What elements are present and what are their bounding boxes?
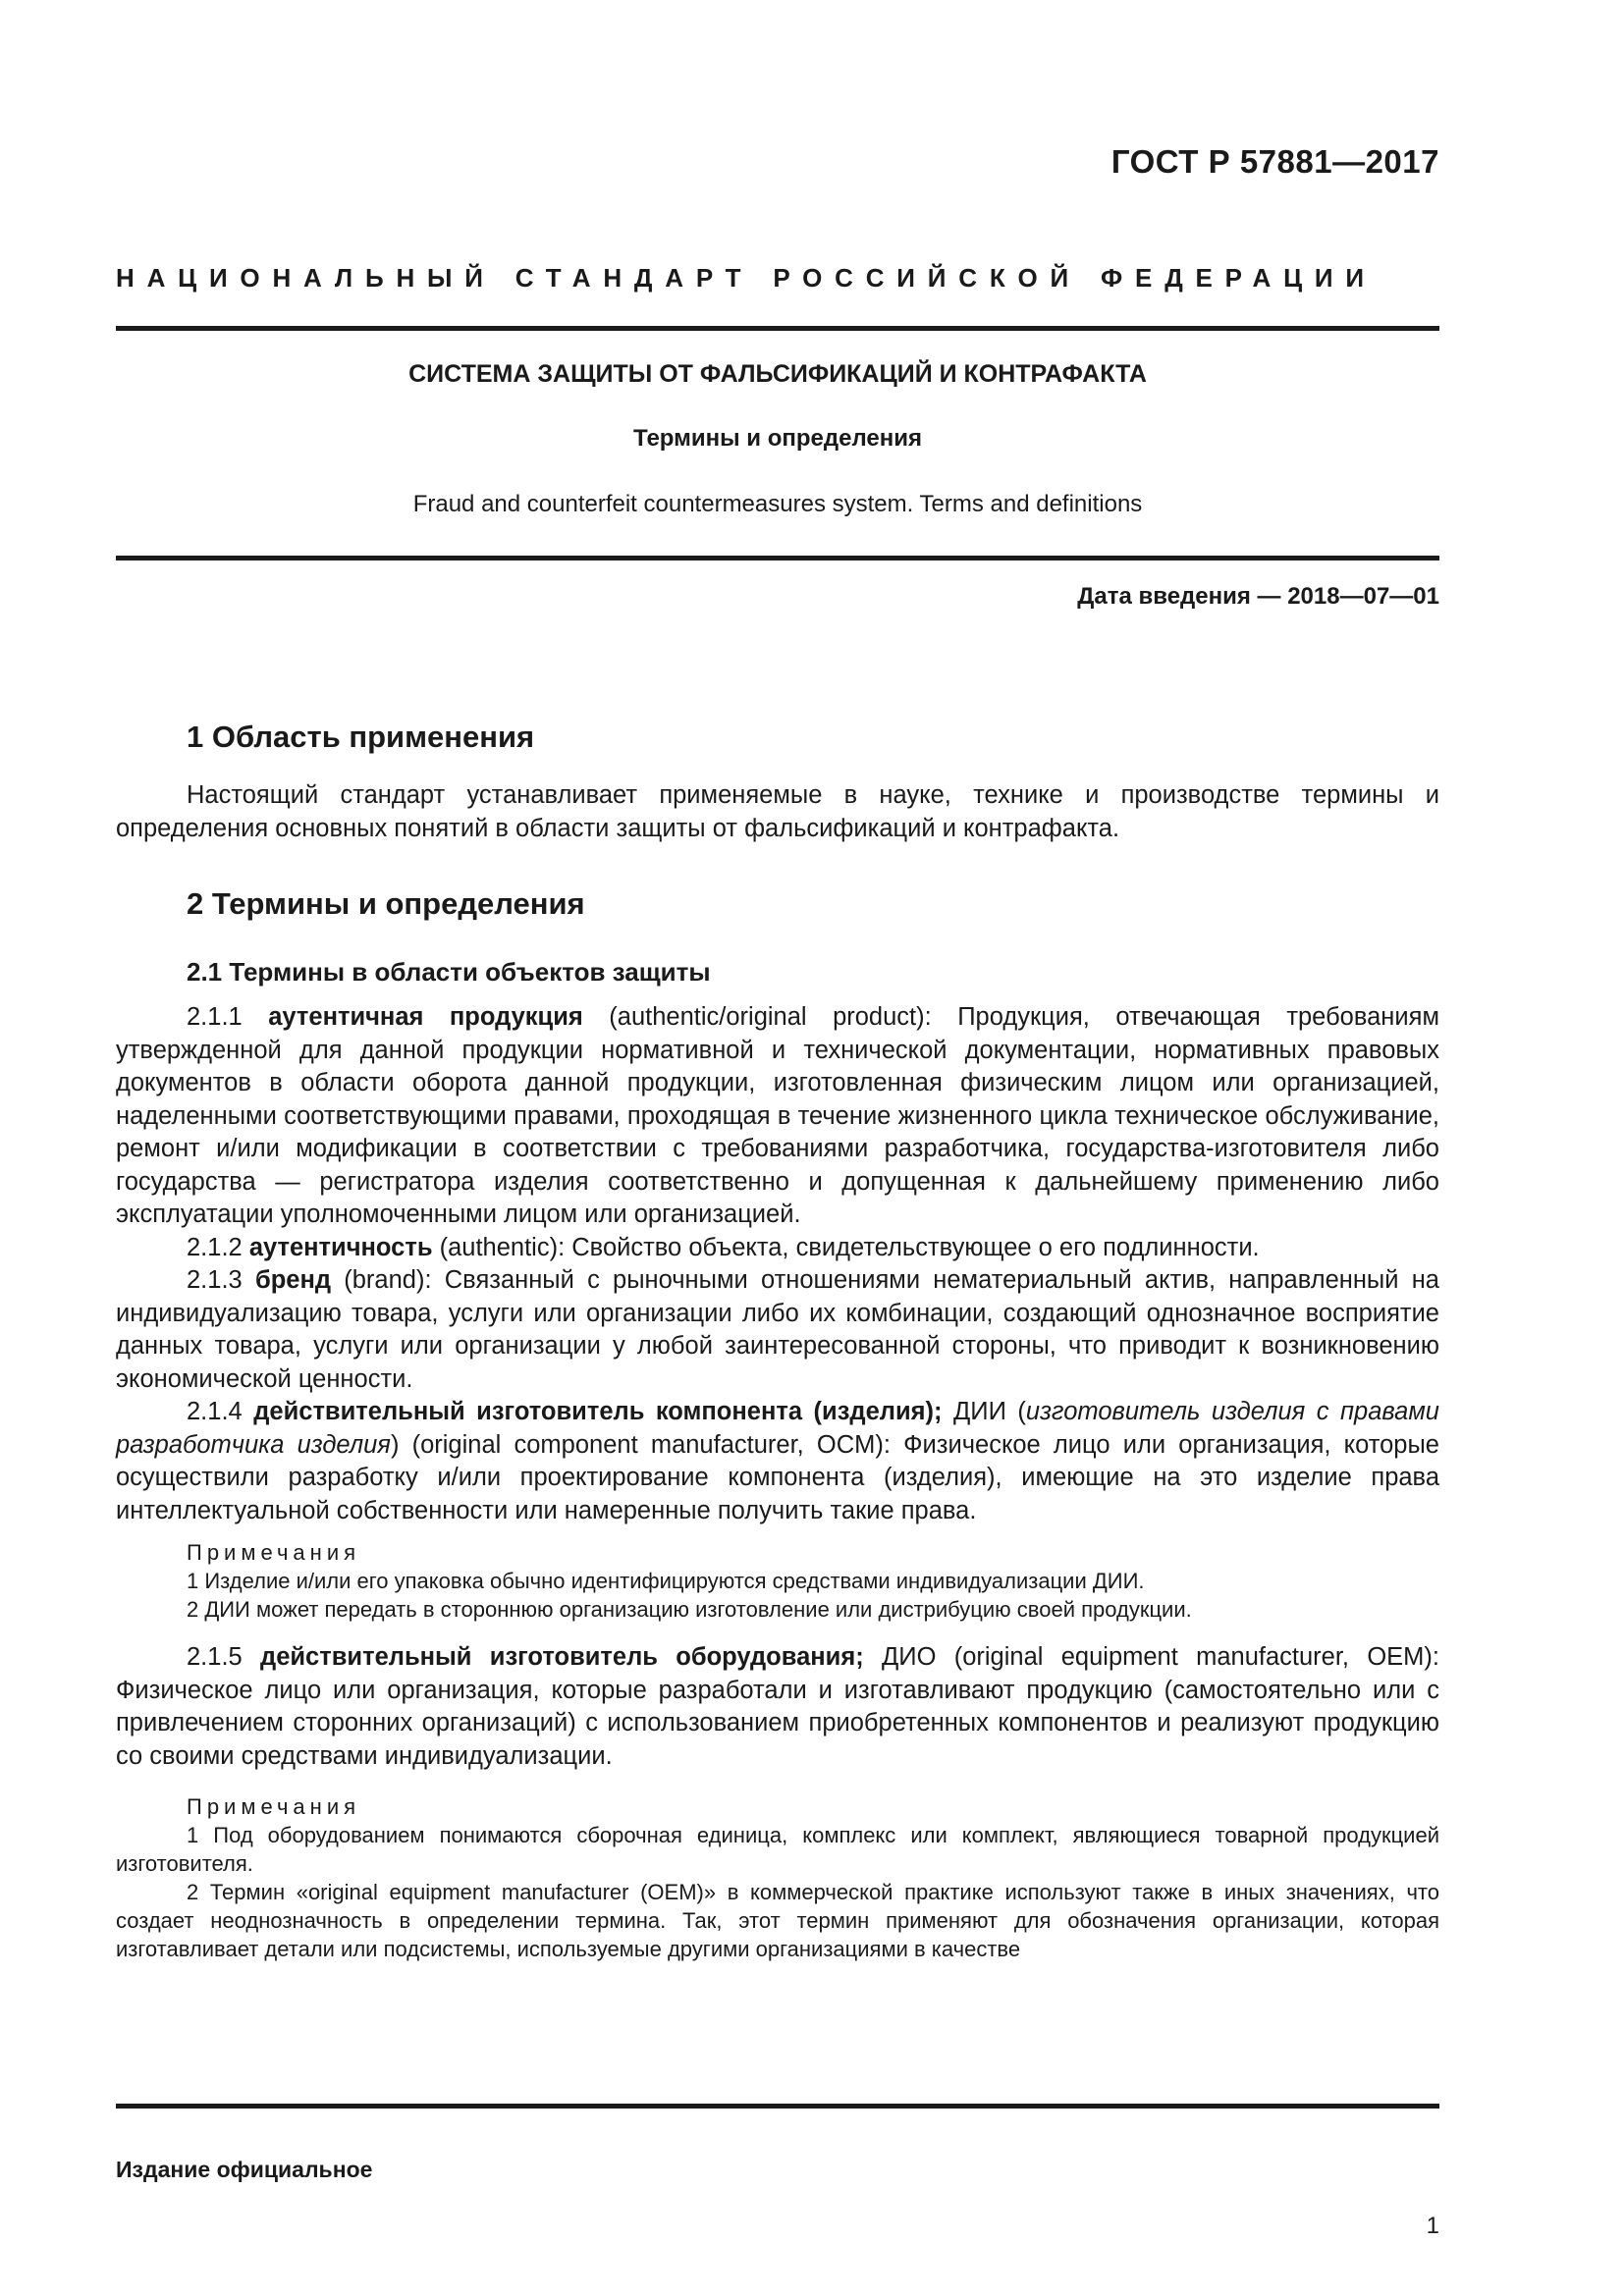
note-item: 1 Под оборудованием понимаются сборочная единица, комплекс или комплект, являющиеся товарной продукцией изготовителя.	[116, 1823, 1439, 1876]
term-name: аутентичная продукция	[268, 1003, 583, 1031]
english-title: Fraud and counterfeit countermeasures system. Terms and definitions	[412, 491, 1143, 517]
term-2-1-1	[116, 1001, 1439, 1232]
term-number: 2.1.1	[187, 1003, 269, 1031]
term-name: бренд	[254, 1266, 332, 1294]
document-title: СИСТЕМА ЗАЩИТЫ ОТ ФАЛЬСИФИКАЦИЙ И КОНТРАФАКТА	[408, 360, 1147, 388]
term-2-1-5-block	[116, 1641, 1439, 1773]
term-definition: (brand): Связанный с рыночными отношениями нематериальный актив, направленный на индивидуализацию товара, услуги или организации либо их комбинации, создающий однозначное восприятие данных товара, услуги или организации у любой заинтересованной стороны, что приводит к возникновению экономической ценности.	[116, 1266, 1439, 1393]
term-number: 2.1.5	[187, 1643, 261, 1671]
notes-2-1-4	[116, 1538, 1439, 1624]
official-edition-label: Издание официальное	[116, 2157, 373, 2182]
notes-heading: Примечания	[187, 1794, 361, 1819]
bottom-rule	[116, 2104, 1439, 2109]
term-alternative: изготовитель изделия с правами разработчика изделия	[116, 1398, 1439, 1459]
terms-block	[116, 1001, 1439, 1527]
section-2-heading: 2 Термины и определения	[187, 886, 585, 921]
title-rule	[116, 556, 1439, 561]
term-2-1-3	[116, 1264, 1439, 1396]
term-2-1-5	[116, 1641, 1439, 1773]
note-item: 2 ДИИ может передать в стороннюю организацию изготовление или дистрибуцию своей продукции.	[187, 1597, 1192, 1622]
national-standard-banner: НАЦИОНАЛЬНЫЙ СТАНДАРТ РОССИЙСКОЙ ФЕДЕРАЦИИ	[116, 263, 1377, 293]
term-definition: (authentic/original product): Продукция, отвечающая требованиям утвержденной для данной продукции нормативной и технической документации, нормативных правовых документов в области оборота данной продукции, изготовленная физическим лицом или организацией, наделенными соответствующими правами, проходящая в течение жизненного цикла техническое обслуживание, ремонт и/или модификации в соответствии с требованиями разработчика, государства-изготовителя либо государства — регистратора изделия соответственно и допущенная к дальнейшему применению либо эксплуатации уполномоченными лицом или организацией.	[116, 1003, 1439, 1228]
term-2-1-4	[116, 1396, 1439, 1527]
term-abbreviation: ДИИ (	[942, 1398, 1026, 1425]
term-number: 2.1.4	[187, 1398, 254, 1425]
term-definition: ) (original component manufacturer, OCM): Физическое лицо или организация, которые осуществили разработку и/или проектирование компонента (изделия), имеющие на это изделие права интеллектуальной собственности или намеренные получить такие права.	[116, 1430, 1439, 1524]
term-definition: ДИО (original equipment manufacturer, OEM): Физическое лицо или организация, которые разработали и изготавливают продукцию (самостоятельно или с привлечением сторонних организаций) с использованием приобретенных компонентов и реализуют продукцию со своими средствами индивидуализации.	[116, 1643, 1439, 1770]
document-subtitle: Термины и определения	[632, 425, 923, 452]
term-2-1-2	[116, 1232, 1439, 1265]
term-number: 2.1.3	[187, 1266, 255, 1294]
standard-code: ГОСТ Р 57881—2017	[1110, 143, 1439, 180]
notes-2-1-5	[116, 1792, 1439, 1963]
term-name: аутентичность	[248, 1233, 433, 1261]
top-rule	[116, 326, 1439, 331]
term-definition: (authentic): Свойство объекта, свидетельствующее о его подлинности.	[432, 1233, 1260, 1261]
notes-heading: Примечания	[187, 1540, 361, 1565]
page-number: 1	[1426, 2213, 1439, 2239]
term-name: действительный изготовитель компонента (изделия);	[253, 1398, 943, 1425]
section-1-heading: 1 Область применения	[187, 720, 535, 754]
section-1-text	[116, 779, 1439, 845]
subsection-2-1-heading: 2.1 Термины в области объектов защиты	[187, 957, 711, 987]
introduction-date: Дата введения — 2018—07—01	[1077, 583, 1439, 610]
term-number: 2.1.2	[187, 1233, 249, 1261]
scope-paragraph: Настоящий стандарт устанавливает применяемые в науке, технике и производстве термины и определения основных понятий в области защиты от фальсификаций и контрафакта.	[116, 781, 1439, 842]
term-name: действительный изготовитель оборудования;	[260, 1643, 864, 1671]
note-item: 2 Термин «original equipment manufacturer (OEM)» в коммерческой практике используют также в иных значениях, что создает неоднозначность в определении термина. Так, этот термин применяют для обозначения организации, которая изготавливает детали или подсистемы, используемые другими организациями в качестве	[116, 1880, 1439, 1961]
note-item: 1 Изделие и/или его упаковка обычно идентифицируются средствами индивидуализации ДИИ.	[187, 1569, 1145, 1593]
